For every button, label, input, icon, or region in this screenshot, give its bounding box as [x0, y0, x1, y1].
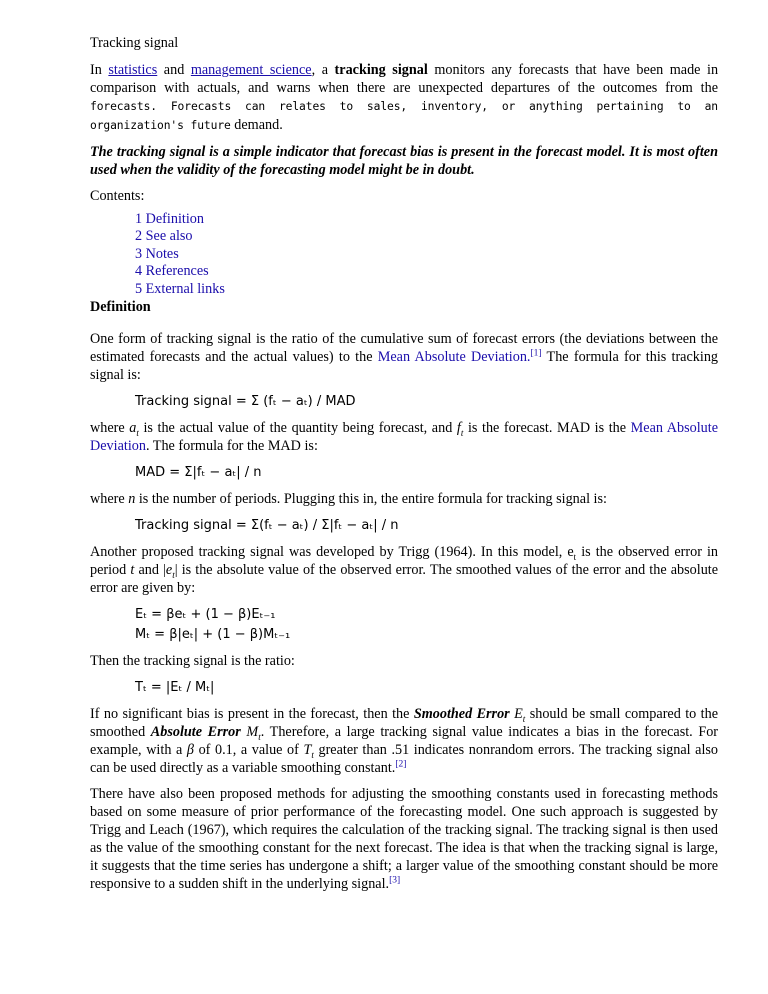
- management-science-link[interactable]: management science: [190, 62, 312, 78]
- intro-text: , a: [311, 62, 328, 78]
- final-paragraph: [90, 785, 718, 893]
- mono-text: forecasts. Forecasts can relates to sales, inventory, or anything pertaining to an organization's future: [90, 100, 718, 132]
- toc-item-references[interactable]: 4 References: [135, 263, 209, 280]
- body-text: is the observed error in period: [90, 544, 718, 579]
- toc-item-definition[interactable]: 1 Definition: [135, 211, 204, 227]
- intro-paragraph: [90, 61, 718, 135]
- ref-2[interactable]: [2]: [395, 759, 407, 770]
- emphasis-paragraph: The tracking signal is a simple indicator that forecast bias is present in the forecast model. It is most often used when the validity of the forecasting model might be in doubt.: [90, 144, 718, 178]
- body-text: The formula for this tracking signal is:: [90, 349, 719, 384]
- contents-label: Contents:: [90, 188, 145, 204]
- intro-text: In: [90, 62, 102, 78]
- intro-text: demand.: [234, 117, 283, 133]
- formula-mad: MAD = Σ|fₜ − aₜ| / n: [135, 465, 262, 481]
- definition-heading: Definition: [90, 299, 151, 316]
- body-text: . The formula for the MAD is:: [145, 438, 318, 455]
- table-of-contents: [135, 211, 718, 298]
- mad-link-2[interactable]: Mean Absolute Deviation: [90, 420, 718, 455]
- body-text: is the number of periods. Plugging this in, the entire formula for tracking signal is:: [138, 491, 607, 508]
- definition-paragraph: [90, 330, 718, 384]
- var-f: f: [456, 420, 461, 437]
- page-title: Tracking signal: [90, 35, 179, 51]
- periods-paragraph: where n is the number of periods. Plugging this in, the entire formula for tracking signal is:: [90, 491, 607, 508]
- toc-item-see-also[interactable]: 2 See also: [135, 228, 193, 245]
- body-text: . Therefore, a large tracking signal value indicates a bias in the forecast. For example, with a: [90, 724, 719, 759]
- mad-link[interactable]: Mean Absolute Deviation.: [377, 349, 531, 366]
- var-a: a: [129, 420, 137, 437]
- article: [90, 34, 718, 893]
- body-text: is the forecast. MAD is the: [467, 420, 627, 437]
- body-text: is the absolute value of the observed error. The smoothed values of the error and the absolute error are given by:: [90, 562, 719, 597]
- absolute-error-term: Absolute Error: [150, 724, 241, 741]
- body-text: is the actual value of the quantity being forecast, and: [143, 420, 453, 437]
- formula-ratio: Tₜ = |Eₜ / Mₜ|: [135, 680, 215, 696]
- body-text: should be small compared to the smoothed: [90, 706, 718, 741]
- intro-text: monitors any forecasts that have been made in comparison with actuals, and warns when there are unexpected departures of the outcomes from the: [90, 62, 719, 96]
- ref-3[interactable]: [3]: [389, 875, 401, 886]
- intro-text: and: [163, 62, 185, 78]
- body-text: greater than .51 indicates nonrandom errors. The tracking signal also can be used directly as a variable smoothing constant.: [90, 742, 719, 777]
- bold-term: tracking signal: [334, 62, 428, 78]
- toc-item-notes[interactable]: 3 Notes: [135, 245, 179, 262]
- body-text: Another proposed tracking signal was developed by Trigg (1964). In this model,: [90, 544, 563, 561]
- toc-item-external-links[interactable]: 5 External links: [135, 280, 225, 297]
- bias-paragraph: If no significant bias is present in the forecast, then the Smoothed Error $E_t$ should be small compared to the smoothed Absolute Error $M_t$. Therefore, a large tracking signal value indicates a bias in the forecast. For example, with a β of 0.1, a value of $T_t$ greater than .51 indicates nonrandom errors. The tracking signal also can be used directly as a variable smoothing constant.[2]: [90, 706, 719, 777]
- trigg-paragraph: Another proposed tracking signal was developed by Trigg (1964). In this model, $e_t$ is the observed error in period t and $|e_t|$ is the absolute value of the observed error. The smoothed values of the error and the absolute error are given by:: [90, 544, 719, 597]
- formula-smoothed-abs-error: Mₜ = β|eₜ| + (1 − β)Mₜ₋₁: [135, 627, 291, 643]
- ratio-line: Then the tracking signal is the ratio:: [90, 653, 295, 670]
- formula-full: Tracking signal = Σ(fₜ − aₜ) / Σ|fₜ − aₜ| / n: [135, 518, 399, 534]
- formula-smoothed-error: Eₜ = βeₜ + (1 − β)Eₜ₋₁: [135, 607, 276, 623]
- statistics-link[interactable]: statistics: [108, 62, 158, 78]
- formula-tracking-signal: Tracking signal = Σ (fₜ − aₜ) / MAD: [135, 394, 356, 410]
- body-text: of 0.1, a value of: [198, 742, 299, 759]
- body-text: One form of tracking signal is the ratio of the cumulative sum of forecast errors (the deviations between the estimated forecasts and the actual values) to the: [90, 331, 718, 366]
- body-text: If no significant bias is present in the forecast, then the: [90, 706, 410, 723]
- smoothed-error-term: Smoothed Error: [413, 706, 510, 723]
- body-text: where: [90, 420, 125, 437]
- where-paragraph: where $a_t$ is the actual value of the quantity being forecast, and $f_t$ is the forecast. MAD is the Mean Absolute Deviation. The formula for the MAD is:: [90, 420, 718, 455]
- body-text: There have also been proposed methods for adjusting the smoothing constants used in forecasting methods based on some measure of prior performance of the forecasting model. One such approach is suggested by Trigg and Leach (1967), which requires the calculation of the tracking signal. The tracking signal is then used as the value of the smoothing constant for the next forecast. The idea is that when the tracking signal is large, it suggests that the time series has undergone a shift; a larger value of the smoothing constant should be more responsive to a sudden shift in the underlying signal.: [90, 786, 718, 893]
- ref-1[interactable]: [1]: [530, 348, 542, 359]
